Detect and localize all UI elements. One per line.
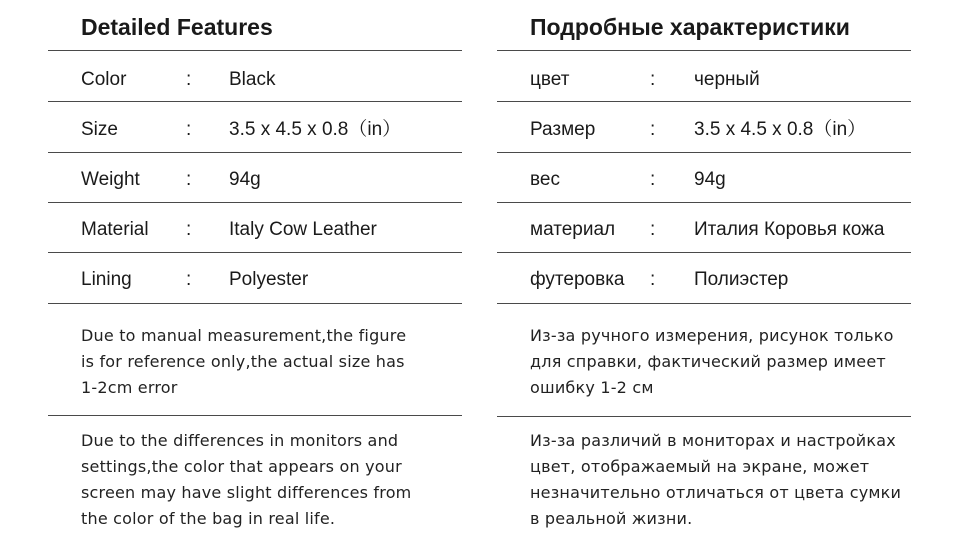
feature-value: 94g (229, 169, 261, 190)
note-line: is for reference only,the actual size has (81, 352, 405, 371)
note-line: Due to the differences in monitors and (81, 431, 399, 450)
feature-value: Полиэстер (694, 269, 789, 290)
divider (497, 152, 911, 153)
divider (48, 252, 462, 253)
feature-colon: : (186, 219, 192, 240)
divider (48, 101, 462, 102)
divider (48, 50, 462, 51)
feature-label: материал (530, 219, 616, 240)
divider (48, 303, 462, 304)
feature-colon: : (650, 119, 656, 140)
feature-colon: : (186, 169, 192, 190)
feature-value: черный (694, 69, 760, 90)
divider (48, 202, 462, 203)
note-line: Из-за различий в мониторах и настройках (530, 431, 896, 450)
divider (48, 415, 462, 416)
feature-colon: : (650, 219, 656, 240)
note-line: the color of the bag in real life. (81, 509, 336, 528)
feature-label: Lining (81, 269, 132, 290)
feature-value: 3.5 x 4.5 x 0.8（in） (229, 119, 402, 140)
note-line: Due to manual measurement,the figure (81, 326, 407, 345)
feature-label: футеровка (530, 269, 625, 290)
feature-colon: : (650, 269, 656, 290)
divider (497, 252, 911, 253)
note-line: 1-2cm error (81, 378, 178, 397)
feature-value: Polyester (229, 269, 309, 290)
feature-value: Black (229, 69, 276, 90)
feature-colon: : (186, 69, 192, 90)
divider (497, 50, 911, 51)
feature-colon: : (186, 269, 192, 290)
note-line: цвет, отображаемый на экране, может (530, 457, 870, 476)
note-line: незначительно отличаться от цвета сумки (530, 483, 902, 502)
feature-label: Weight (81, 169, 140, 190)
note-line: Из-за ручного измерения, рисунок только (530, 326, 894, 345)
feature-value: Италия Коровья кожа (694, 219, 885, 240)
color-note (81, 428, 451, 532)
color-note (530, 428, 930, 532)
divider (497, 202, 911, 203)
feature-value: 3.5 x 4.5 x 0.8（in） (694, 119, 867, 140)
measurement-note (530, 323, 930, 401)
note-line: screen may have slight differences from (81, 483, 412, 502)
note-line: для справки, фактический размер имеет (530, 352, 886, 371)
feature-value: 94g (694, 169, 726, 190)
feature-label: Color (81, 69, 127, 90)
note-line: ошибку 1-2 см (530, 378, 654, 397)
divider (497, 416, 911, 417)
divider (497, 101, 911, 102)
note-line: в реальной жизни. (530, 509, 693, 528)
feature-colon: : (650, 169, 656, 190)
feature-value: Italy Cow Leather (229, 219, 377, 240)
note-line: settings,the color that appears on your (81, 457, 402, 476)
measurement-note (81, 323, 451, 401)
feature-label: цвет (530, 69, 570, 90)
page-title: Detailed Features (81, 14, 273, 40)
feature-label: Размер (530, 119, 596, 140)
feature-colon: : (186, 119, 192, 140)
page-title-russian: Подробные характеристики (530, 14, 850, 40)
feature-colon: : (650, 69, 656, 90)
divider (497, 303, 911, 304)
feature-label: Material (81, 219, 149, 240)
divider (48, 152, 462, 153)
feature-label: Size (81, 119, 118, 140)
feature-label: вес (530, 169, 560, 190)
